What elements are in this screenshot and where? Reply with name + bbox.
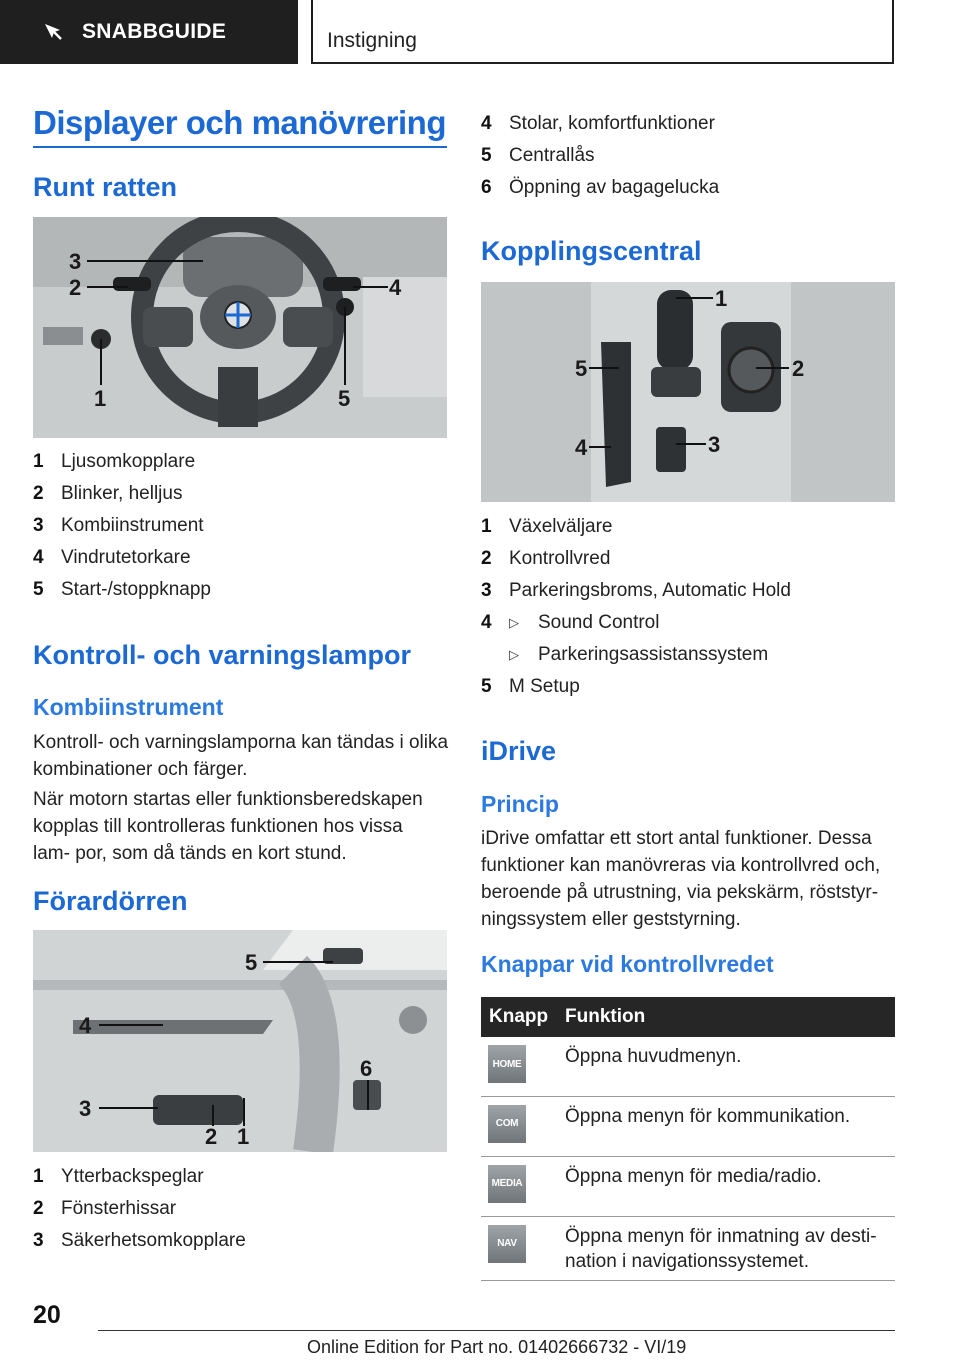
subheading-kombiinstrument: Kombiinstrument: [33, 694, 224, 720]
key-cell: [481, 1216, 563, 1280]
list-text: Öppning av bagagelucka: [509, 177, 720, 198]
table-header: Funktion: [563, 997, 895, 1037]
paragraph: När motorn startas eller funktionsberedskapen kopplas till kontrolleras funktionen hos vissa lam‐ por, som då tänds en kort stund.: [33, 789, 423, 864]
list-text: Kombiinstrument: [61, 515, 204, 536]
list-item: [33, 1193, 447, 1225]
chapter-tab[interactable]: [0, 0, 298, 64]
list-item: [33, 542, 447, 574]
list-subtext: Parkeringsassistanssystem: [538, 644, 769, 665]
list-num: 4: [481, 612, 492, 633]
list-num: 3: [33, 1230, 44, 1251]
heading-kontroll: Kontroll- och varningslampor: [33, 640, 412, 670]
list-text: Kontrollvred: [509, 548, 611, 569]
callout-4: 4: [79, 1013, 92, 1038]
callout-2: 2: [69, 275, 82, 300]
heading-runt-ratten: Runt ratten: [33, 172, 177, 202]
page-number: 20: [33, 1301, 61, 1329]
section-tab-label: Instigning: [327, 29, 417, 52]
runt-ratten-list: [33, 446, 447, 606]
footer-rule: [98, 1330, 895, 1331]
function-cell: Öppna huvudmenyn.: [563, 1037, 895, 1096]
list-text: Centrallås: [509, 145, 595, 166]
list-text: Fönsterhissar: [61, 1198, 177, 1219]
list-item: [481, 639, 895, 671]
heading-kopplingscentral: Kopplingscentral: [481, 236, 702, 266]
table-row: [481, 1037, 895, 1096]
page-title: Displayer och manövrering: [33, 104, 446, 141]
list-text: Säkerhetsomkopplare: [61, 1230, 246, 1251]
list-item: [481, 575, 895, 607]
home-key-icon: HOME: [488, 1045, 526, 1083]
edition-note: Online Edition for Part no. 01402666732 - VI/19: [307, 1337, 687, 1357]
heading-idrive: iDrive: [481, 736, 557, 766]
list-item: [33, 510, 447, 542]
list-text: M Setup: [509, 676, 580, 697]
callout-4: 4: [575, 435, 588, 460]
section-tab[interactable]: [311, 0, 894, 64]
door-continued-list: [481, 108, 895, 204]
callout-1: 1: [94, 386, 107, 411]
list-num: 2: [33, 483, 44, 504]
list-text: Parkeringsbroms, Automatic Hold: [509, 580, 791, 601]
heading-forardorren: Förardörren: [33, 886, 188, 916]
list-item: [33, 574, 447, 606]
callout-5: 5: [575, 356, 588, 381]
heading-knappar: Knappar vid kontrollvredet: [481, 951, 774, 977]
list-subtext: Sound Control: [538, 612, 660, 633]
list-num: 1: [481, 516, 492, 537]
paragraph: Kontroll- och varningslamporna kan tändas i olika kombinationer och färger.: [33, 732, 449, 780]
triangle-bullet-icon: ▷: [509, 647, 519, 662]
table-row: [481, 1156, 895, 1216]
table-header-row: [481, 997, 895, 1037]
list-item: [33, 1161, 447, 1193]
chapter-tab-label: SNABBGUIDE: [82, 20, 227, 43]
list-text: Växelväljare: [509, 516, 613, 537]
callout-4: 4: [389, 275, 402, 300]
function-cell: Öppna menyn för inmatning av desti‐ nation i navigationssystemet.: [563, 1216, 895, 1280]
list-text: Ljusomkopplare: [61, 451, 196, 472]
steering-wheel-photo: [33, 217, 447, 438]
list-item: [481, 543, 895, 575]
list-item: [481, 172, 895, 204]
list-num: 5: [33, 579, 44, 600]
list-item: [481, 108, 895, 140]
list-item: [33, 446, 447, 478]
list-num: 1: [33, 451, 44, 472]
kopplingscentral-list: [481, 511, 895, 703]
center-console-photo: [481, 282, 895, 502]
table-header: Knapp: [481, 997, 563, 1037]
callout-6: 6: [360, 1056, 373, 1081]
title-rule: [33, 146, 447, 148]
key-cell: [481, 1156, 563, 1216]
subheading-princip: Princip: [481, 791, 559, 817]
callout-3: 3: [69, 249, 82, 274]
list-num: 4: [481, 113, 492, 134]
paragraph: iDrive omfattar ett stort antal funktioner. Dessa funktioner kan manövreras via kontrollvred och, beroende på utrustning, via pekskärm, röststyr‐ ningssystem eller geststyrning.: [481, 828, 881, 930]
nav-key-icon: NAV: [488, 1225, 526, 1263]
table-row: [481, 1216, 895, 1280]
list-text: Ytterbackspeglar: [61, 1166, 204, 1187]
callout-3: 3: [708, 432, 721, 457]
list-text: Start-/stoppknapp: [61, 579, 211, 600]
key-cell: [481, 1096, 563, 1156]
list-num: 2: [33, 1198, 44, 1219]
list-item: [481, 511, 895, 543]
list-num: 3: [33, 515, 44, 536]
callout-1: 1: [237, 1124, 250, 1149]
callout-2: 2: [205, 1124, 218, 1149]
list-num: 6: [481, 177, 492, 198]
list-item: [33, 1225, 447, 1257]
list-item: [33, 478, 447, 510]
callout-5: 5: [338, 386, 351, 411]
list-item: [481, 671, 895, 703]
media-key-icon: MEDIA: [488, 1165, 526, 1203]
key-cell: [481, 1037, 563, 1096]
list-text: Blinker, helljus: [61, 483, 183, 504]
list-num: 5: [481, 145, 492, 166]
callout-3: 3: [79, 1096, 92, 1121]
list-text: Stolar, komfortfunktioner: [509, 113, 715, 134]
pointer-hand-icon: [40, 19, 66, 45]
list-num: 4: [33, 547, 44, 568]
buttons-table: [481, 997, 895, 1281]
forardorren-list: [33, 1161, 447, 1257]
list-num: 1: [33, 1166, 44, 1187]
table-row: [481, 1096, 895, 1156]
function-cell: Öppna menyn för media/radio.: [563, 1156, 895, 1216]
function-cell: Öppna menyn för kommunikation.: [563, 1096, 895, 1156]
triangle-bullet-icon: ▷: [509, 615, 519, 630]
door-panel-photo: [33, 930, 447, 1152]
list-text: Vindrutetorkare: [61, 547, 191, 568]
callout-5: 5: [245, 950, 258, 975]
list-num: 2: [481, 548, 492, 569]
com-key-icon: COM: [488, 1105, 526, 1143]
list-num: 3: [481, 580, 492, 601]
list-item: [481, 607, 895, 639]
list-num: 5: [481, 676, 492, 697]
callout-1: 1: [715, 286, 728, 311]
list-item: [481, 140, 895, 172]
callout-2: 2: [792, 356, 805, 381]
